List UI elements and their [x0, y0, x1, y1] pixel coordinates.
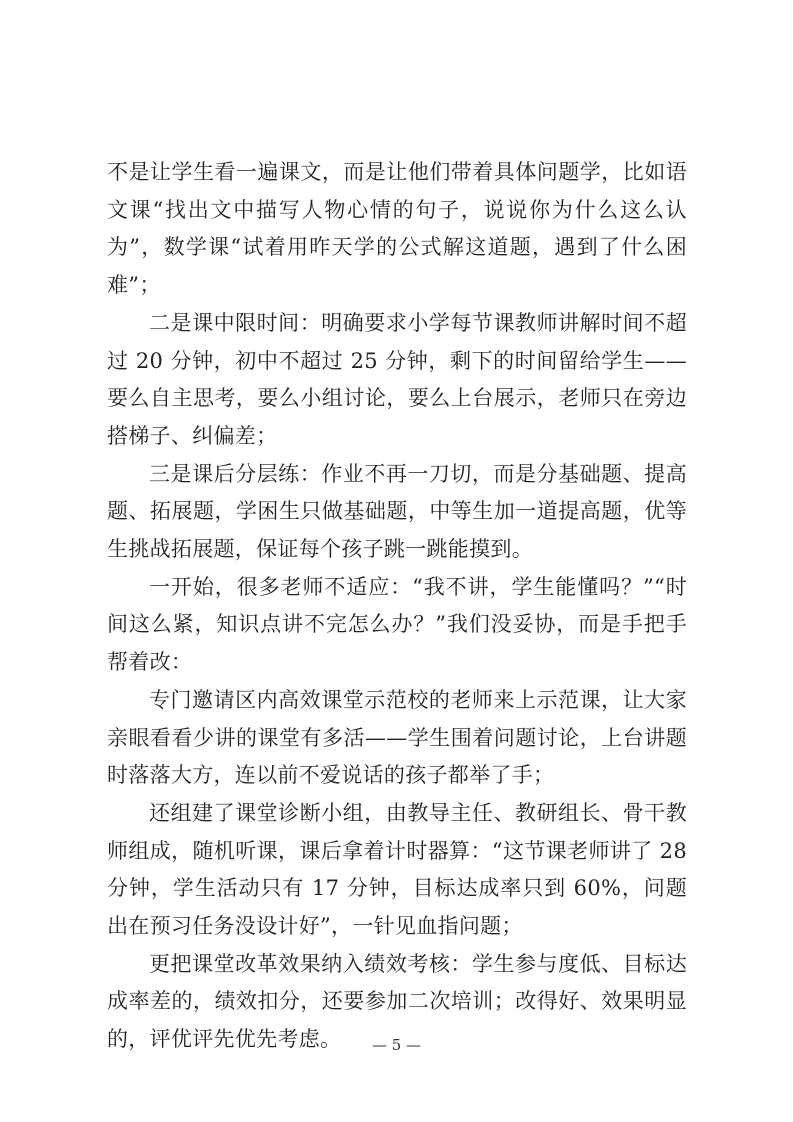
paragraph-text: 专门邀请区内高效课堂示范校的老师来上示范课，让大家亲眼看看少讲的课堂有多活——学生围着问题讨论，上台讲题时落落大方，连以前不爱说话的孩子都举了手； [107, 687, 687, 788]
paragraph-text: 一开始，很多老师不适应：“我不讲，学生能懂吗？”“时间这么紧，知识点讲不完怎么办？”我们没妥协，而是手把手帮着改： [107, 574, 687, 675]
paragraph-text: 课中限时间：明确要求小学每节课教师讲解时间不超过 20 分钟，初中不超过 25 分钟，剩下的时间留给学生——要么自主思考，要么小组讨论，要么上台展示，老师只在旁边搭梯子、纠偏差； [107, 310, 687, 448]
paragraph-text: 更把课堂改革效果纳入绩效考核：学生参与度低、目标达成率差的，绩效扣分，还要参加二次培训；改得好、效果明显的，评优评先优先考虑。 [107, 951, 687, 1052]
paragraph-lead: 二是 [149, 310, 193, 335]
paragraph-teacher-concerns [107, 569, 687, 682]
body-text [107, 154, 687, 1059]
paragraph-lead: 三是 [149, 461, 193, 486]
paragraph-demo-lessons [107, 682, 687, 795]
paragraph-text: 课后分层练：作业不再一刀切，而是分基础题、提高题、拓展题，学困生只做基础题，中等生加一道提高题，优等生挑战拓展题，保证每个孩子跳一跳能摸到。 [107, 461, 687, 562]
page-number: — 5 — [371, 1036, 422, 1054]
paragraph-preview-task [107, 154, 687, 305]
paragraph-text: 不是让学生看一遍课文，而是让他们带着具体问题学，比如语文课“找出文中描写人物心情的句子，说说你为什么这么认为”，数学课“试着用昨天学的公式解这道题，遇到了什么困难”； [107, 160, 687, 298]
paragraph-text: 还组建了课堂诊断小组，由教导主任、教研组长、骨干教师组成，随机听课，课后拿着计时器算：“这节课老师讲了 28 分钟，学生活动只有 17 分钟，目标达成率只到 60%，问题出在预习任务没设计好”，一针见血指问题； [107, 800, 687, 939]
paragraph-diagnosis-group [107, 795, 687, 946]
paragraph-limit-time [107, 305, 687, 456]
paragraph-tiered-practice [107, 456, 687, 569]
